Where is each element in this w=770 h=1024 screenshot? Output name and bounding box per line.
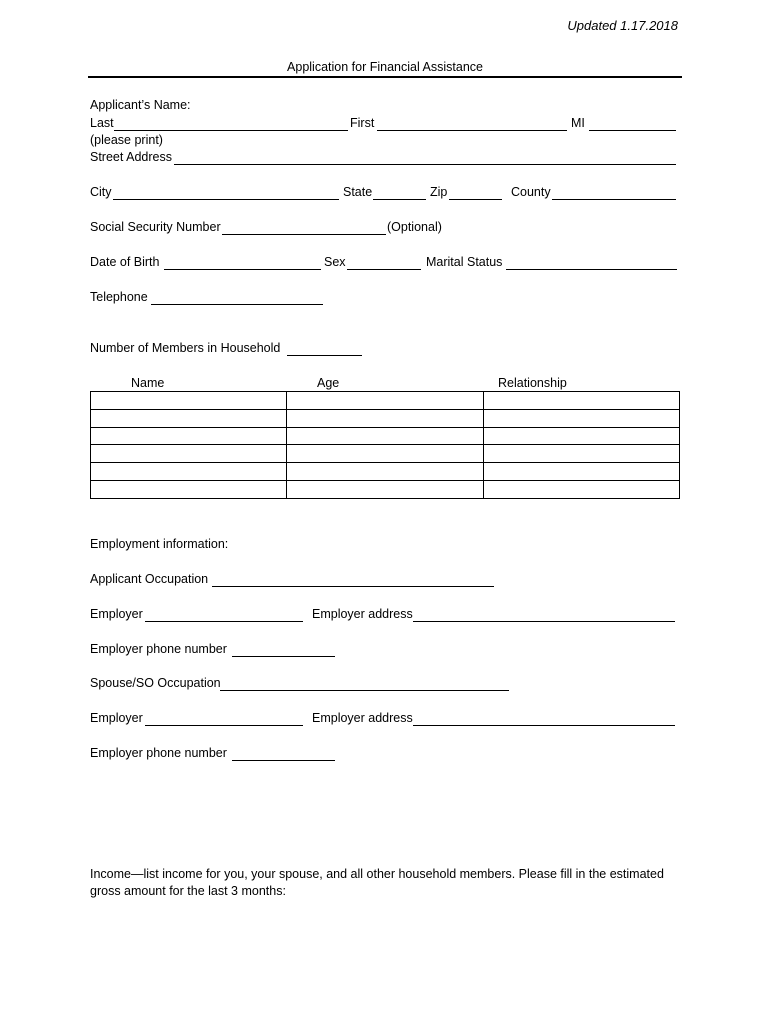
spouse-occupation-field[interactable] (220, 676, 509, 691)
applicant-occupation-field[interactable] (212, 572, 494, 587)
last-name-label: Last (90, 116, 114, 130)
city-field[interactable] (113, 185, 339, 200)
table-row (91, 463, 680, 481)
updated-date: Updated 1.17.2018 (567, 18, 678, 33)
state-label: State (343, 185, 373, 199)
table-row (91, 427, 680, 445)
name-cell[interactable] (91, 409, 287, 427)
city-label: City (90, 185, 112, 199)
age-cell[interactable] (287, 427, 483, 445)
employer-phone-label: Employer phone number (90, 642, 227, 656)
age-cell[interactable] (287, 445, 483, 463)
age-cell[interactable] (287, 463, 483, 481)
employer-label: Employer (90, 607, 143, 621)
county-field[interactable] (552, 185, 676, 200)
column-header-age: Age (317, 376, 340, 390)
employer-address-field[interactable] (413, 607, 675, 622)
street-address-field[interactable] (174, 150, 676, 165)
first-name-label: First (350, 116, 375, 130)
please-print-note: (please print) (90, 133, 163, 147)
household-members-table (90, 391, 680, 499)
household-members-label: Number of Members in Household (90, 341, 281, 355)
title-rule (88, 76, 682, 78)
state-field[interactable] (373, 185, 426, 200)
relationship-cell[interactable] (483, 463, 679, 481)
telephone-label: Telephone (90, 290, 148, 304)
relationship-cell[interactable] (483, 427, 679, 445)
spouse-employer-label: Employer (90, 711, 143, 725)
ssn-label: Social Security Number (90, 220, 221, 234)
column-header-name: Name (131, 376, 165, 390)
spouse-employer-address-label: Employer address (312, 711, 413, 725)
ssn-optional-note: (Optional) (387, 220, 442, 234)
employer-phone-field[interactable] (232, 642, 335, 657)
employer-address-label: Employer address (312, 607, 413, 621)
table-row (91, 481, 680, 499)
name-cell[interactable] (91, 481, 287, 499)
name-cell[interactable] (91, 392, 287, 410)
first-name-field[interactable] (377, 116, 567, 131)
age-cell[interactable] (287, 409, 483, 427)
table-row (91, 445, 680, 463)
ssn-field[interactable] (222, 220, 386, 235)
marital-status-field[interactable] (506, 255, 677, 270)
sex-label: Sex (324, 255, 346, 269)
mi-label: MI (571, 116, 585, 130)
zip-field[interactable] (449, 185, 502, 200)
applicant-name-heading: Applicant’s Name: (90, 98, 191, 112)
relationship-cell[interactable] (483, 481, 679, 499)
age-cell[interactable] (287, 392, 483, 410)
income-instructions-line2: gross amount for the last 3 months: (90, 884, 286, 898)
employer-field[interactable] (145, 607, 303, 622)
spouse-employer-phone-label: Employer phone number (90, 746, 227, 760)
applicant-occupation-label: Applicant Occupation (90, 572, 209, 586)
spouse-employer-address-field[interactable] (413, 711, 675, 726)
sex-field[interactable] (347, 255, 421, 270)
marital-status-label: Marital Status (426, 255, 503, 269)
spouse-employer-field[interactable] (145, 711, 303, 726)
spouse-employer-phone-field[interactable] (232, 746, 335, 761)
column-header-relationship: Relationship (498, 376, 567, 390)
name-cell[interactable] (91, 445, 287, 463)
relationship-cell[interactable] (483, 445, 679, 463)
dob-label: Date of Birth (90, 255, 160, 269)
table-row (91, 392, 680, 410)
street-address-label: Street Address (90, 150, 172, 164)
household-members-field[interactable] (287, 341, 362, 356)
name-cell[interactable] (91, 463, 287, 481)
mi-field[interactable] (589, 116, 676, 131)
dob-field[interactable] (164, 255, 321, 270)
income-instructions-line1: Income—list income for you, your spouse, and all other household members. Please fill in the estimated (90, 867, 664, 881)
table-row (91, 409, 680, 427)
relationship-cell[interactable] (483, 392, 679, 410)
zip-label: Zip (430, 185, 448, 199)
relationship-cell[interactable] (483, 409, 679, 427)
age-cell[interactable] (287, 481, 483, 499)
name-cell[interactable] (91, 427, 287, 445)
spouse-occupation-label: Spouse/SO Occupation (90, 676, 221, 690)
employment-heading: Employment information: (90, 537, 229, 551)
last-name-field[interactable] (114, 116, 348, 131)
county-label: County (511, 185, 551, 199)
form-title: Application for Financial Assistance (287, 60, 483, 74)
telephone-field[interactable] (151, 290, 323, 305)
